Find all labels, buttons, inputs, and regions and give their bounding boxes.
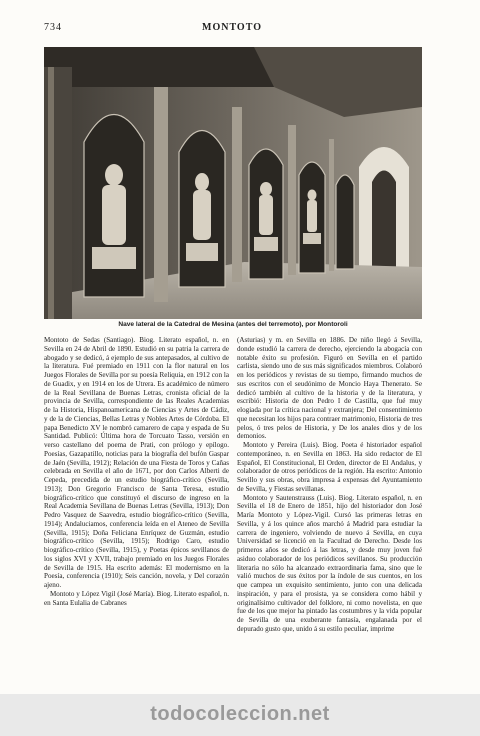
entry-montoto-y-pereira: Montoto y Pereira (Luis). Biog. Poeta é historiador español contemporáneo, n. en Sevilla en 1863. Ha sido redactor de El Español, El Constitucional, El Orden, director de El Andalus, y colaborador de otros periódicos de la región. Ha escrito: Antonio Sevillo y sus obras, obra impresa á expensas del Ayuntamiento de Sevilla, y Fiestas sevillanas. (237, 441, 422, 493)
watermark-text: todocoleccion.net (150, 703, 330, 725)
cathedral-nave-illustration (44, 47, 422, 319)
entry-montoto-de-sedas: Montoto de Sedas (Santiago). Biog. Literato español, n. en Sevilla en 24 de Abril de 1890. Estudió en su patria la carrera de abogado y se dedicó, á ejemplo de sus antepasados, al cultivo de la literatura. Fué premiado en 1911 con la flor natural en los Juegos Florales de Sevilla por su poesía Reliquia, en 1912 con la de Guadix, y en 1914 en los de Utrera. Es académico de número de la Real Sevillana de Buenas Letras, cronista oficial de la provincia de Sevilla, correspondiente de las Reales Academias de la Historia, Hispanoamericana de Ciencias y Artes de Cádiz, y de la de Ciencias, Bellas Letras y Nobles Artes de Córdoba. El papa Benedicto XV le nombró camarero de capa y espada de Su Santidad. Publicó: Última hora de Torcuato Tasso, versión en verso castellano del poema de Prati, con prólogo y epílogo. Poesías, Gazapatillo, noticias para la biografía del bufón Gaspar de Jaén (Sevilla, 1912); Relación de una Fiesta de Toros y Cañas celebrada en Sevilla el año de 1671, por don Carlos Alberti de Cepeda, precedida de un estudio biográfico-crítico (Sevilla, 1913); Don Gregorio Francisco de Santa Teresa, estudio biográfico-crítico que constituyó el discurso de ingreso en la Real Academia Sevillana de Buenas Letras (Sevilla, 1913); Don Pedro Vasquez de Saavedra, estudio biográfico-crítico (Sevilla, 1914); Andaluciamos, conferencia leída en el Ateneo de Sevilla (Sevilla, 1915); Doña Feliciana Enríquez de Guzmán, estudio biográfico-crítico (Sevilla, 1915); Rodrigo Caro, estudio biográfico-crítico (Sevilla, 1915), y Poetas épicos sevillanos de los siglos XVI y XVII, trabajo premiado en los Juegos Florales de Sevilla de 1915. Ha escrito además: El modernismo en la Poesía, conferencia (1910); Seis canción, novela, y Del corazón ajeno. (44, 336, 229, 589)
page-number: 734 (44, 22, 62, 33)
entry-montoto-y-lopez-vigil: Montoto y López Vigil (José María). Biog. Literato español, n. en Santa Eulalia de Cabranes (44, 589, 229, 607)
entry-continuation: (Asturias) y m. en Sevilla en 1886. De niño llegó á Sevilla, donde estudió la carrera de derecho, ejerciendo la abogacía con notable éxito su profesión. Figuró en Sevilla en el partido carlista, siendo uno de sus más significados miembros. Colaboró en los periódicos y revistas de su tiempo, firmando muchos de sus escritos con el seudónimo de Moncio Haya Thenerato. Se dedicó también al cultivo de la historia y de la literatura, y escribió: Historia de don Pedro I de Castilla, que fué muy elogiada por la crítica nacional y extranjera; Del consentimiento que necesitan los hijos para contraer matrimonio, Historia de tres pelos, ó tres pelos de Historia, y De los anales dios y de los demonios. (237, 336, 422, 441)
left-column (44, 336, 229, 681)
running-head: MONTOTO (202, 22, 262, 33)
figure-caption: Nave lateral de la Catedral de Mesina (antes del terremoto), por Montoroli (118, 321, 348, 328)
cathedral-photograph (44, 47, 422, 319)
page-header (44, 22, 420, 38)
text-columns (44, 336, 422, 681)
right-column (237, 336, 422, 681)
entry-montoto-y-sautenstrauss: Montoto y Sautenstrauss (Luis). Biog. Literato español, n. en Sevilla el 18 de Enero de 1851, hijo del historiador don José María Montoto y López-Vigil. Cursó las primeras letras en Sevilla, y á los quince años marchó á Madrid para estudiar la carrera de ingeniero, volviendo de nuevo á Sevilla, en cuya Universidad se licenció en la Facultad de Derecho. Desde los primeros años se dedicó á las letras, y desde muy joven fué asiduo colaborador de los periódicos sevillanos. Su producción literaria no sólo ha alcanzado extraordinaria fama, sino que le valió muchos de sus éxitos por la índole de sus cuentos, en los que campea un exquisito sentimiento, junto con una delicada inspiración, y para el prosista, ya se considera como hábil y originalísimo cultivador del folklore, ni como novelista, en que fue de los que mejor ha pintado las costumbres y la vida popular de Sevilla de una exuberante fantasía, engalanada por el depurado gusto que, unido á su estilo peculiar, imprime (237, 493, 422, 633)
